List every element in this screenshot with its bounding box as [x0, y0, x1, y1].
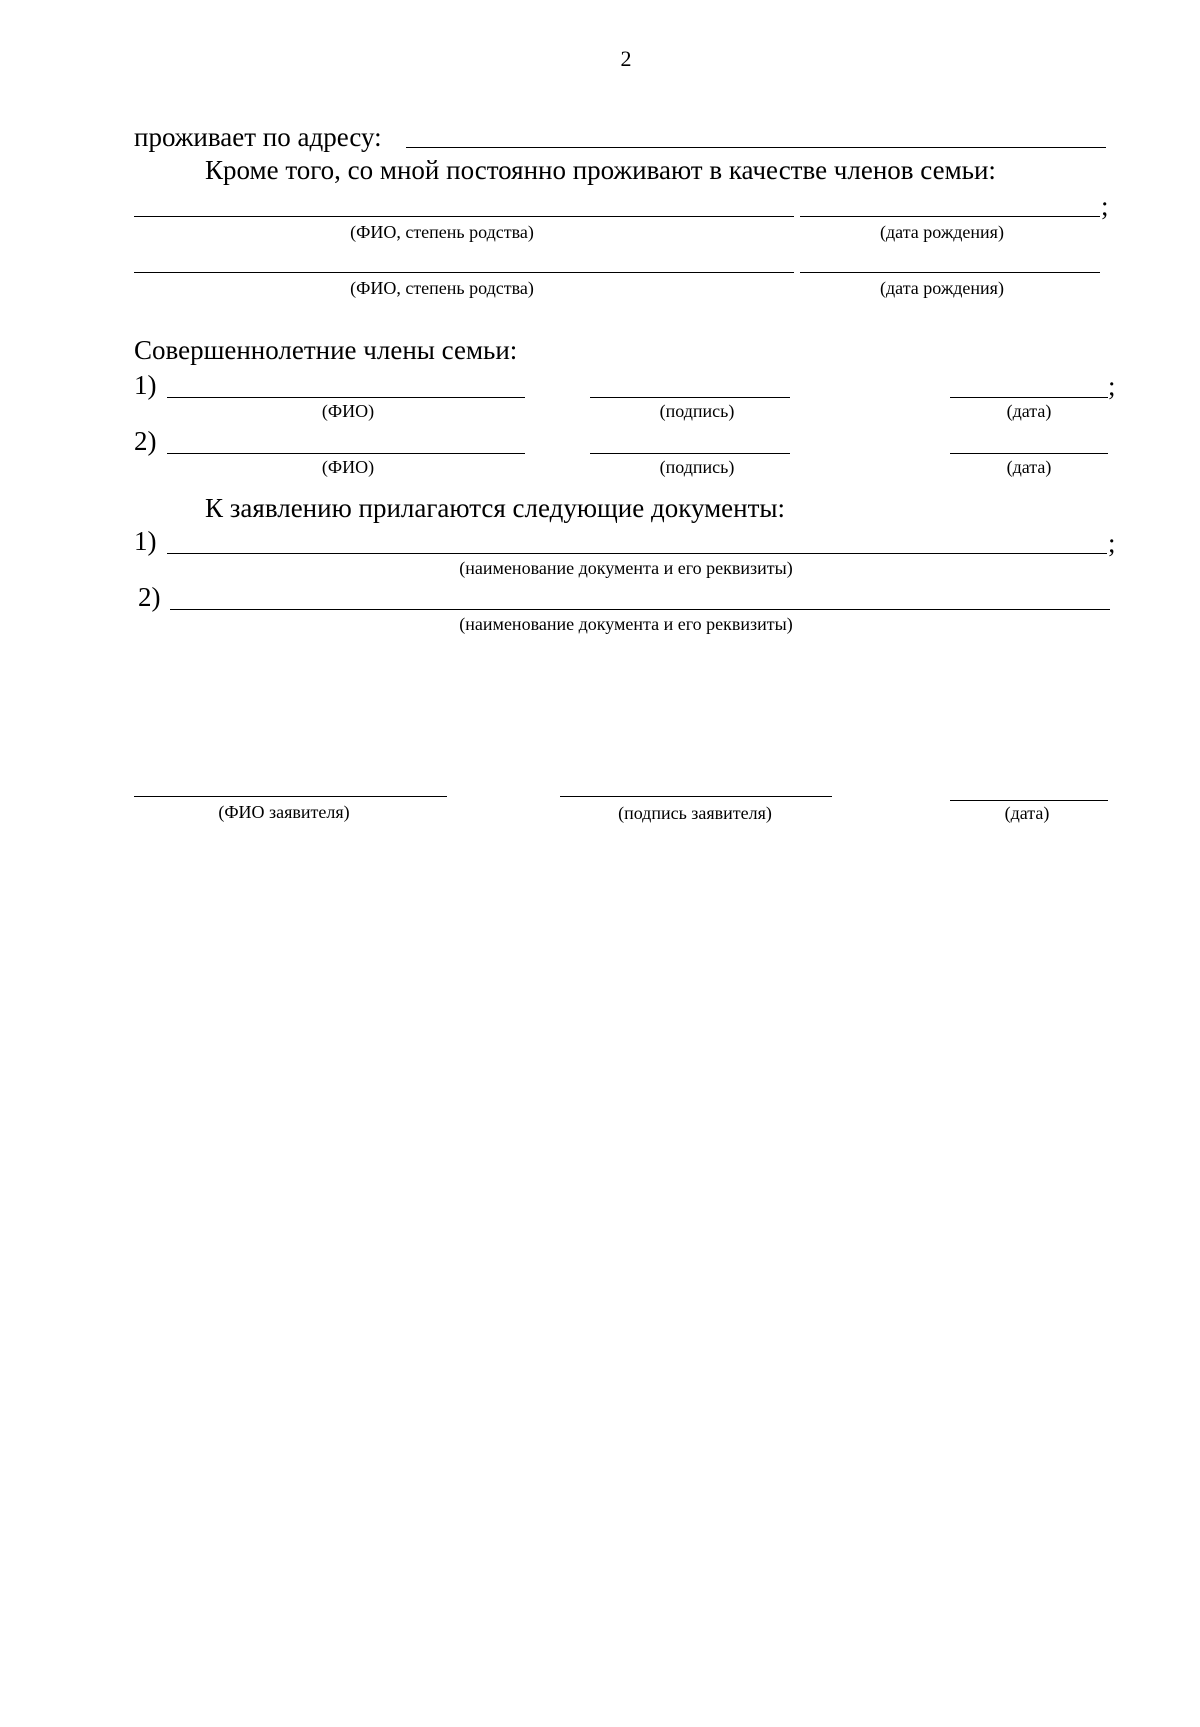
- adult-1-signature-caption: (подпись): [659, 401, 735, 421]
- document-2-caption: (наименование документа и его реквизиты): [459, 614, 793, 634]
- address-label: проживает по адресу:: [134, 122, 382, 152]
- document-1-line[interactable]: [167, 553, 1107, 554]
- family-1-end-mark: ;: [1101, 191, 1109, 221]
- family-intro-text: Кроме того, со мной постоянно проживают в качестве членов семьи:: [205, 155, 996, 185]
- family-1-name-line[interactable]: [134, 216, 794, 217]
- adults-heading: Совершеннолетние члены семьи:: [134, 335, 518, 365]
- adult-2-date-caption: (дата): [1006, 457, 1052, 477]
- applicant-date-caption: (дата): [1004, 803, 1050, 823]
- adult-2-date-line[interactable]: [950, 453, 1108, 454]
- adult-1-date-line[interactable]: [950, 397, 1108, 398]
- documents-heading: К заявлению прилагаются следующие документы:: [205, 493, 786, 523]
- adult-1-number: 1): [134, 370, 157, 400]
- applicant-date-line[interactable]: [950, 800, 1108, 801]
- document-1-number: 1): [134, 526, 157, 556]
- family-2-birthdate-caption: (дата рождения): [880, 278, 1004, 298]
- applicant-name-line[interactable]: [134, 796, 447, 797]
- adult-1-name-line[interactable]: [167, 397, 525, 398]
- adult-2-name-line[interactable]: [167, 453, 525, 454]
- document-1-caption: (наименование документа и его реквизиты): [459, 558, 793, 578]
- adult-2-signature-line[interactable]: [590, 453, 790, 454]
- applicant-name-caption: (ФИО заявителя): [218, 802, 350, 822]
- family-1-birthdate-caption: (дата рождения): [880, 222, 1004, 242]
- document-1-end-mark: ;: [1108, 528, 1116, 558]
- document-2-number: 2): [138, 582, 161, 612]
- applicant-signature-caption: (подпись заявителя): [618, 803, 772, 823]
- family-2-birthdate-line[interactable]: [800, 272, 1100, 273]
- adult-2-name-caption: (ФИО): [321, 457, 375, 477]
- adult-1-date-caption: (дата): [1006, 401, 1052, 421]
- family-1-name-caption: (ФИО, степень родства): [350, 222, 534, 242]
- adult-1-signature-line[interactable]: [590, 397, 790, 398]
- family-2-name-caption: (ФИО, степень родства): [350, 278, 534, 298]
- document-2-line[interactable]: [170, 609, 1110, 610]
- address-field-line[interactable]: [406, 147, 1106, 148]
- adult-1-end-mark: ;: [1108, 371, 1116, 401]
- family-2-name-line[interactable]: [134, 272, 794, 273]
- page-number: 2: [620, 46, 632, 71]
- adult-2-signature-caption: (подпись): [659, 457, 735, 477]
- family-1-birthdate-line[interactable]: [800, 216, 1100, 217]
- adult-2-number: 2): [134, 426, 157, 456]
- adult-1-name-caption: (ФИО): [321, 401, 375, 421]
- applicant-signature-line[interactable]: [560, 796, 832, 797]
